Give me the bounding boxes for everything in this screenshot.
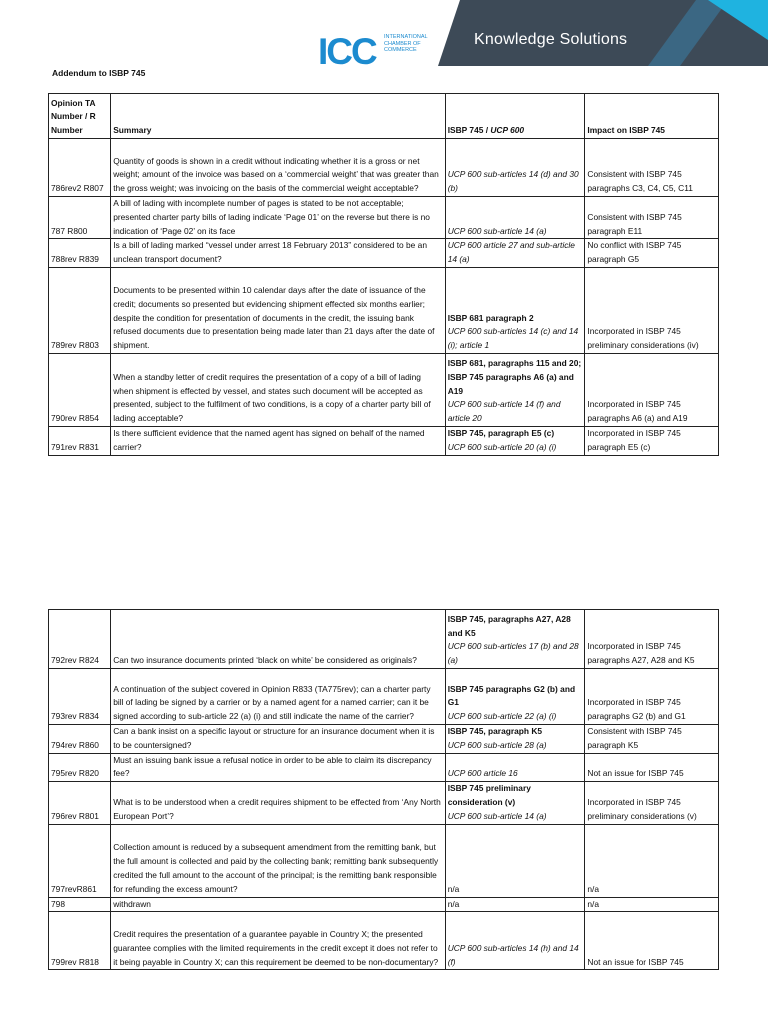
summary-cell: Must an issuing bank issue a refusal notice in order to be able to claim its discrepancy fee? bbox=[111, 753, 445, 782]
isbp-reference: ISBP 681 paragraph 2 bbox=[447, 312, 534, 323]
isbp-reference: ISBP 745, paragraphs A27, A28 and K5 bbox=[447, 613, 571, 638]
impact-cell: Incorporated in ISBP 745 paragraphs G2 (b) and G1 bbox=[585, 669, 719, 725]
ucp-reference: UCP 600 sub-articles 14 (h) and 14 (f) bbox=[447, 942, 579, 967]
opinion-number: 787 R800 bbox=[49, 197, 111, 239]
reference-cell bbox=[445, 197, 585, 239]
table-row bbox=[49, 139, 719, 197]
impact-cell: Consistent with ISBP 745 paragraphs C3, C4, C5, C11 bbox=[585, 139, 719, 197]
icc-logo bbox=[318, 33, 376, 70]
summary-cell: Is a bill of lading marked “vessel under arrest 18 February 2013” considered to be an unclean transport document? bbox=[111, 239, 445, 268]
reference-cell bbox=[445, 782, 585, 824]
header-opinion: Opinion TA Number / R Number bbox=[49, 94, 111, 139]
impact-cell: Not an issue for ISBP 745 bbox=[585, 912, 719, 970]
table-row bbox=[49, 824, 719, 897]
ucp-reference: UCP 600 article 16 bbox=[447, 768, 518, 779]
opinion-number: 789rev R803 bbox=[49, 267, 111, 353]
impact-cell: Incorporated in ISBP 745 paragraphs A6 (a) and A19 bbox=[585, 353, 719, 426]
isbp-reference: ISBP 745 paragraphs G2 (b) and G1 bbox=[447, 683, 576, 708]
opinion-number: 791rev R831 bbox=[49, 426, 111, 455]
reference-cell bbox=[445, 669, 585, 725]
opinion-number: 799rev R818 bbox=[49, 912, 111, 970]
reference-cell bbox=[445, 267, 585, 353]
summary-cell: Can a bank insist on a specific layout or structure for an insurance document when it is to be countersigned? bbox=[111, 725, 445, 754]
table-row bbox=[49, 725, 719, 754]
opinion-number: 796rev R801 bbox=[49, 782, 111, 824]
opinion-number: 795rev R820 bbox=[49, 753, 111, 782]
header-summary: Summary bbox=[111, 94, 445, 139]
table-row bbox=[49, 239, 719, 268]
reference-cell bbox=[445, 824, 585, 897]
summary-cell: withdrawn bbox=[111, 897, 445, 912]
summary-cell: When a standby letter of credit requires the presentation of a copy of a bill of lading when shipment is effected by vessel, and states such document will be accepted as presented, subject to the fulfilment of two conditions, is a copy of a charter party bill of lading acceptable? bbox=[111, 353, 445, 426]
summary-cell: Credit requires the presentation of a guarantee payable in Country X; the presented guarantee complies with the limited requirements in the credit except it does not refer to it being payable in Country X; can this requirement be deemed to be non-documentary? bbox=[111, 912, 445, 970]
ucp-reference: UCP 600 article 27 and sub-article 14 (a) bbox=[447, 240, 575, 265]
reference-cell bbox=[445, 239, 585, 268]
ucp-reference: UCP 600 sub-article 14 (a) bbox=[447, 810, 547, 821]
isbp-reference: ISBP 745 preliminary consideration (v) bbox=[447, 783, 531, 807]
impact-cell: Incorporated in ISBP 745 preliminary considerations (v) bbox=[585, 782, 719, 824]
impact-cell: No conflict with ISBP 745 paragraph G5 bbox=[585, 239, 719, 268]
reference-na: n/a bbox=[447, 883, 460, 894]
reference-cell bbox=[445, 912, 585, 970]
impact-cell: n/a bbox=[585, 824, 719, 897]
ucp-reference: UCP 600 sub-articles 14 (c) and 14 (i); article 1 bbox=[447, 326, 579, 351]
table-row bbox=[49, 426, 719, 455]
summary-cell: Documents to be presented within 10 calendar days after the date of issuance of the credit; documents so presented but evidencing shipment effected six months earlier; despite the condition for presentation of documents in the credit, the issuing bank refused documents due to presentation being made later than 21 days after the date of shipment. bbox=[111, 267, 445, 353]
summary-cell: A continuation of the subject covered in Opinion R833 (TA775rev); can a charter party bill of lading be signed by a carrier or by a named agent for a named carrier; can it be signed according to sub-article 22 (a) (i) and still indicate the name of the carrier? bbox=[111, 669, 445, 725]
table-header-row bbox=[49, 94, 719, 139]
opinion-number: 793rev R834 bbox=[49, 669, 111, 725]
table-row bbox=[49, 669, 719, 725]
impact-cell: Not an issue for ISBP 745 bbox=[585, 753, 719, 782]
header-impact: Impact on ISBP 745 bbox=[585, 94, 719, 139]
reference-cell bbox=[445, 897, 585, 912]
logo-subtitle: INTERNATIONAL CHAMBER OF COMMERCE bbox=[384, 34, 428, 53]
impact-cell: n/a bbox=[585, 897, 719, 912]
isbp-reference: ISBP 745, paragraph E5 (c) bbox=[447, 427, 555, 438]
table-row bbox=[49, 353, 719, 426]
opinion-number: 786rev2 R807 bbox=[49, 139, 111, 197]
reference-cell bbox=[445, 139, 585, 197]
ucp-reference: UCP 600 sub-articles 17 (b) and 28 (a) bbox=[447, 641, 579, 666]
logo-text: ICC bbox=[318, 31, 376, 72]
ucp-reference: UCP 600 sub-article 14 (a) bbox=[447, 225, 547, 236]
reference-cell bbox=[445, 353, 585, 426]
impact-cell: Consistent with ISBP 745 paragraph K5 bbox=[585, 725, 719, 754]
ucp-reference: UCP 600 sub-article 22 (a) (i) bbox=[447, 711, 557, 722]
ucp-reference: UCP 600 sub-articles 14 (d) and 30 (b) bbox=[447, 169, 579, 194]
summary-cell: Quantity of goods is shown in a credit without indicating whether it is a gross or net weight; amount of the invoice was based on a ‘commercial weight’ that was greater than the gross weight; was invoicing on the basis of the commercial weight acceptable? bbox=[111, 139, 445, 197]
reference-cell bbox=[445, 725, 585, 754]
isbp-reference: ISBP 681, paragraphs 115 and 20; ISBP 745 paragraphs A6 (a) and A19 bbox=[447, 358, 582, 396]
opinion-number: 788rev R839 bbox=[49, 239, 111, 268]
opinions-table-2 bbox=[48, 609, 719, 970]
document-title: Addendum to ISBP 745 bbox=[52, 68, 146, 78]
summary-cell: A bill of lading with incomplete number of pages is stated to be not acceptable; presented charter party bills of lading indicate ‘Page 01’ on the reverse but there is no indication of ‘Page 02’ on its face bbox=[111, 197, 445, 239]
table-row bbox=[49, 912, 719, 970]
summary-cell: Can two insurance documents printed ‘black on white’ be considered as originals? bbox=[111, 610, 445, 669]
ucp-reference: UCP 600 sub-article 28 (a) bbox=[447, 739, 547, 750]
header-reference: ISBP 745 / UCP 600 bbox=[445, 94, 585, 139]
table-row bbox=[49, 782, 719, 824]
ucp-reference: UCP 600 sub-article 20 (a) (i) bbox=[447, 441, 557, 452]
impact-cell: Incorporated in ISBP 745 paragraph E5 (c) bbox=[585, 426, 719, 455]
table-row bbox=[49, 267, 719, 353]
opinions-table-1 bbox=[48, 93, 719, 456]
reference-cell bbox=[445, 753, 585, 782]
impact-cell: Incorporated in ISBP 745 paragraphs A27, A28 and K5 bbox=[585, 610, 719, 669]
impact-cell: Incorporated in ISBP 745 preliminary considerations (iv) bbox=[585, 267, 719, 353]
reference-cell bbox=[445, 426, 585, 455]
isbp-reference: ISBP 745, paragraph K5 bbox=[447, 726, 543, 736]
table-row bbox=[49, 197, 719, 239]
reference-na: n/a bbox=[447, 898, 460, 909]
opinion-number: 790rev R854 bbox=[49, 353, 111, 426]
table-row bbox=[49, 897, 719, 912]
opinion-number: 792rev R824 bbox=[49, 610, 111, 669]
impact-cell: Consistent with ISBP 745 paragraph E11 bbox=[585, 197, 719, 239]
ucp-reference: UCP 600 sub-article 14 (f) and article 20 bbox=[447, 399, 561, 424]
summary-cell: What is to be understood when a credit requires shipment to be effected from ‘Any North European Port’? bbox=[111, 782, 445, 824]
table-row bbox=[49, 610, 719, 669]
summary-cell: Collection amount is reduced by a subsequent amendment from the remitting bank, but the full amount is collected and paid by the collecting bank; remitting bank subsequently credited the full amount to the account of the principal; is the remitting bank responsible for refunding the excess amount? bbox=[111, 824, 445, 897]
opinion-number: 798 bbox=[49, 897, 111, 912]
opinion-number: 794rev R860 bbox=[49, 725, 111, 754]
opinion-number: 797revR861 bbox=[49, 824, 111, 897]
brand-tagline: Knowledge Solutions bbox=[474, 31, 628, 48]
summary-cell: Is there sufficient evidence that the named agent has signed on behalf of the named carrier? bbox=[111, 426, 445, 455]
reference-cell bbox=[445, 610, 585, 669]
table-row bbox=[49, 753, 719, 782]
